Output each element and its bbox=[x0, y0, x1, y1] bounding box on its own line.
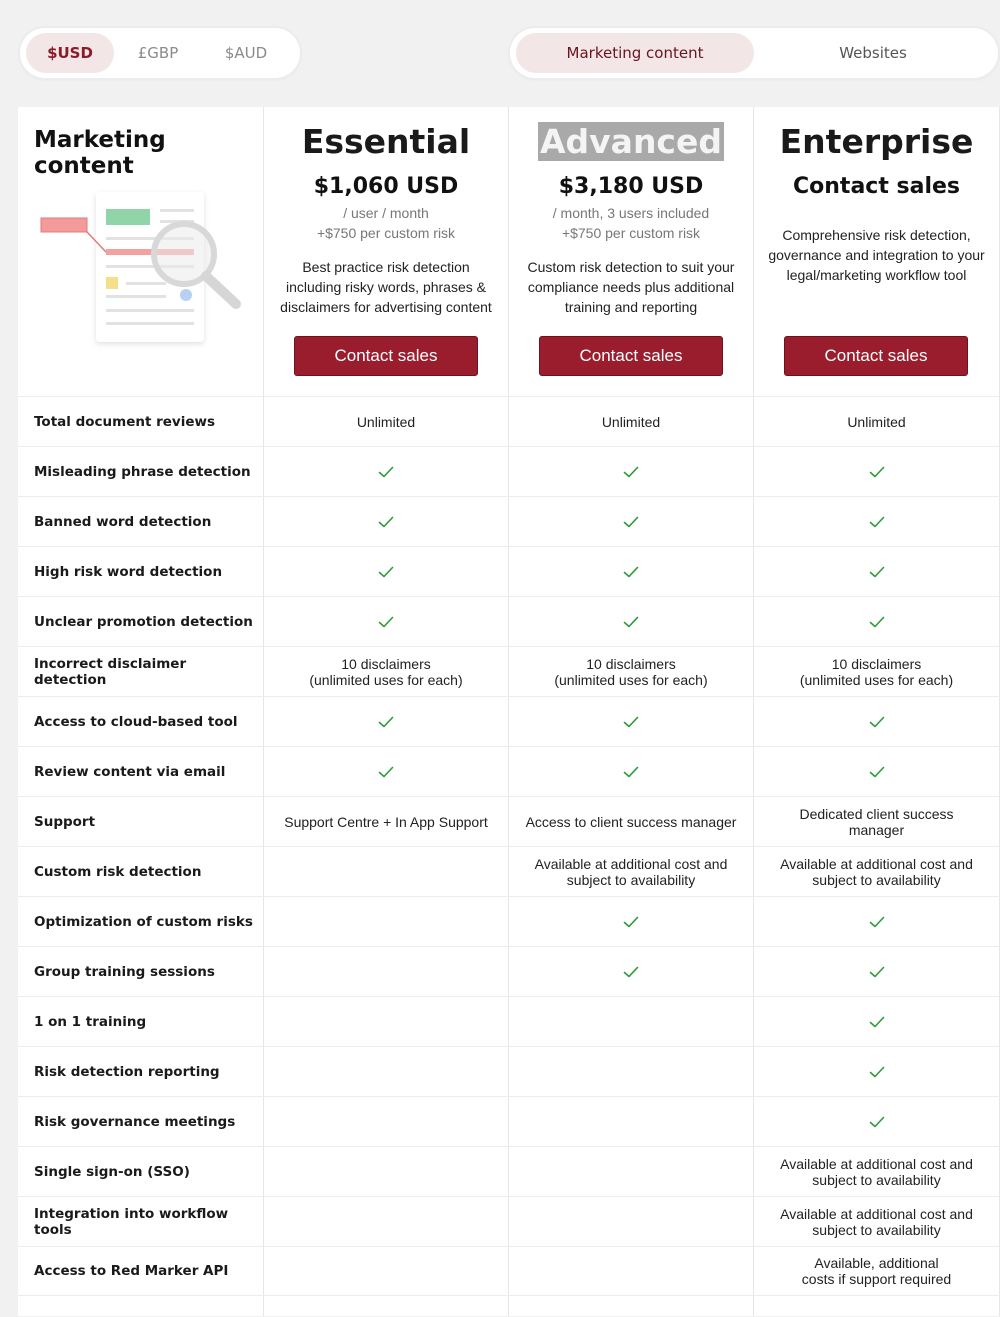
feature-cell bbox=[508, 997, 753, 1046]
feature-cell bbox=[263, 1097, 508, 1146]
check-icon bbox=[378, 516, 394, 528]
feature-label: Custom risk detection bbox=[34, 863, 202, 880]
feature-cell bbox=[263, 897, 508, 946]
plan-name: Enterprise bbox=[779, 122, 974, 161]
feature-cell: Unlimited bbox=[263, 397, 508, 446]
feature-label: 1 on 1 training bbox=[34, 1013, 147, 1030]
feature-label: Single sign-on (SSO) bbox=[34, 1163, 190, 1180]
feature-label: Integration into workflow tools bbox=[34, 1205, 229, 1238]
plan-name bbox=[509, 123, 753, 161]
document-magnifier-icon bbox=[38, 182, 248, 352]
feature-cell bbox=[263, 497, 508, 546]
table-row bbox=[18, 1146, 1000, 1196]
feature-cell bbox=[263, 597, 508, 646]
feature-cell bbox=[508, 897, 753, 946]
plan-essential bbox=[263, 107, 508, 396]
footer-cell bbox=[753, 1296, 1000, 1316]
check-icon bbox=[623, 966, 639, 978]
feature-cell bbox=[263, 1247, 508, 1295]
feature-cell bbox=[263, 947, 508, 996]
feature-cell bbox=[753, 497, 1000, 546]
feature-cell: 10 disclaimers (unlimited uses for each) bbox=[263, 647, 508, 696]
feature-cell bbox=[508, 1097, 753, 1146]
plan-description: Best practice risk detection including risky words, phrases & disclaimers for advertising content bbox=[280, 259, 492, 315]
feature-label: Access to Red Marker API bbox=[34, 1263, 229, 1279]
check-icon bbox=[378, 766, 394, 778]
feature-cell: Unlimited bbox=[508, 397, 753, 446]
table-row bbox=[18, 896, 1000, 946]
feature-cell bbox=[263, 1197, 508, 1246]
page-title: Marketing content bbox=[34, 127, 166, 179]
feature-cell bbox=[263, 447, 508, 496]
check-icon bbox=[869, 516, 885, 528]
feature-cell bbox=[753, 597, 1000, 646]
table-row bbox=[18, 746, 1000, 796]
feature-cell bbox=[508, 447, 753, 496]
product-option-websites[interactable]: Websites bbox=[839, 44, 907, 62]
plan-name: Essential bbox=[301, 122, 471, 161]
currency-toggle bbox=[20, 28, 300, 78]
feature-cell: 10 disclaimers (unlimited uses for each) bbox=[753, 647, 1000, 696]
feature-cell: Available at additional cost and subject to availability bbox=[508, 847, 753, 896]
plan-custom-risk-price: +$750 per custom risk bbox=[561, 225, 701, 241]
table-row bbox=[18, 1096, 1000, 1146]
plan-name-text: Advanced bbox=[540, 122, 722, 161]
table-row bbox=[18, 596, 1000, 646]
plan-billing-unit: / month, 3 users included bbox=[552, 205, 710, 221]
check-icon bbox=[869, 616, 885, 628]
feature-label: Unclear promotion detection bbox=[34, 613, 253, 630]
feature-label: Total document reviews bbox=[34, 413, 216, 430]
feature-cell: Access to client success manager bbox=[508, 797, 753, 846]
feature-cell bbox=[753, 747, 1000, 796]
check-icon bbox=[623, 516, 639, 528]
feature-cell bbox=[263, 547, 508, 596]
feature-label: High risk word detection bbox=[34, 563, 223, 580]
feature-label: Banned word detection bbox=[34, 513, 212, 530]
feature-cell bbox=[508, 497, 753, 546]
check-icon bbox=[869, 566, 885, 578]
plan-custom-risk-price: +$750 per custom risk bbox=[316, 225, 456, 241]
currency-option-aud[interactable]: $AUD bbox=[224, 44, 268, 62]
contact-sales-button-essential[interactable]: Contact sales bbox=[294, 336, 478, 376]
footer-label-cell bbox=[18, 1296, 263, 1316]
feature-cell: Available at additional cost and subject to availability bbox=[753, 847, 1000, 896]
check-icon bbox=[378, 716, 394, 728]
currency-option-gbp[interactable]: £GBP bbox=[137, 44, 179, 62]
table-row bbox=[18, 996, 1000, 1046]
product-option-marketing-content[interactable]: Marketing content bbox=[516, 33, 754, 73]
feature-cell bbox=[753, 547, 1000, 596]
table-row bbox=[18, 396, 1000, 446]
check-icon bbox=[378, 616, 394, 628]
feature-cell bbox=[263, 1147, 508, 1196]
table-row bbox=[18, 846, 1000, 896]
plan-billing-unit: / user / month bbox=[343, 205, 429, 221]
feature-cell bbox=[263, 997, 508, 1046]
check-icon bbox=[869, 1116, 885, 1128]
check-icon bbox=[623, 616, 639, 628]
check-icon bbox=[378, 566, 394, 578]
plan-enterprise bbox=[753, 107, 1000, 396]
check-icon bbox=[869, 1016, 885, 1028]
feature-cell bbox=[753, 697, 1000, 746]
check-icon bbox=[869, 466, 885, 478]
feature-cell bbox=[508, 1197, 753, 1246]
footer-cell bbox=[508, 1296, 753, 1316]
feature-cell bbox=[508, 697, 753, 746]
check-icon bbox=[869, 916, 885, 928]
check-icon bbox=[623, 716, 639, 728]
feature-cell: Dedicated client success manager bbox=[753, 797, 1000, 846]
pricing-table bbox=[18, 107, 1000, 1316]
feature-rows bbox=[18, 396, 1000, 1296]
feature-label: Risk detection reporting bbox=[34, 1063, 220, 1080]
feature-cell: Unlimited bbox=[753, 397, 1000, 446]
table-row bbox=[18, 446, 1000, 496]
plan-price: $1,060 USD bbox=[313, 174, 459, 199]
plan-price: $3,180 USD bbox=[558, 174, 704, 199]
feature-cell bbox=[753, 947, 1000, 996]
feature-cell bbox=[508, 947, 753, 996]
plan-advanced bbox=[508, 107, 753, 396]
feature-cell bbox=[263, 747, 508, 796]
feature-cell bbox=[508, 597, 753, 646]
feature-cell: Available at additional cost and subject to availability bbox=[753, 1197, 1000, 1246]
check-icon bbox=[869, 966, 885, 978]
feature-label: Access to cloud-based tool bbox=[34, 713, 238, 730]
feature-cell bbox=[508, 1247, 753, 1295]
pricing-header-row bbox=[18, 107, 1000, 396]
feature-label: Misleading phrase detection bbox=[34, 463, 251, 480]
table-footer-spacer bbox=[18, 1296, 1000, 1316]
feature-cell bbox=[263, 697, 508, 746]
check-icon bbox=[623, 566, 639, 578]
feature-label: Optimization of custom risks bbox=[34, 913, 253, 930]
feature-cell bbox=[263, 1047, 508, 1096]
check-icon bbox=[623, 466, 639, 478]
plan-description: Custom risk detection to suit your compliance needs plus additional training and reporting bbox=[527, 259, 735, 315]
check-icon bbox=[378, 466, 394, 478]
feature-label: Incorrect disclaimer detection bbox=[34, 655, 187, 688]
feature-cell bbox=[753, 1097, 1000, 1146]
feature-cell: 10 disclaimers (unlimited uses for each) bbox=[508, 647, 753, 696]
table-row bbox=[18, 546, 1000, 596]
check-icon bbox=[623, 766, 639, 778]
table-row bbox=[18, 946, 1000, 996]
currency-option-usd[interactable]: $USD bbox=[26, 33, 114, 73]
table-row bbox=[18, 1196, 1000, 1246]
contact-sales-button-enterprise[interactable]: Contact sales bbox=[784, 336, 968, 376]
feature-cell bbox=[508, 1047, 753, 1096]
header-label-cell bbox=[18, 107, 263, 396]
plan-description: Comprehensive risk detection, governance and integration to your legal/marketing workflow tool bbox=[768, 227, 985, 283]
table-row bbox=[18, 1046, 1000, 1096]
feature-cell bbox=[753, 897, 1000, 946]
check-icon bbox=[869, 1066, 885, 1078]
table-row bbox=[18, 1246, 1000, 1296]
feature-cell bbox=[263, 847, 508, 896]
footer-cell bbox=[263, 1296, 508, 1316]
feature-cell bbox=[508, 747, 753, 796]
table-row bbox=[18, 796, 1000, 846]
plan-price: Contact sales bbox=[793, 174, 960, 199]
table-row bbox=[18, 646, 1000, 696]
feature-label: Group training sessions bbox=[34, 963, 215, 980]
feature-cell bbox=[508, 547, 753, 596]
check-icon bbox=[869, 766, 885, 778]
feature-cell: Support Centre + In App Support bbox=[263, 797, 508, 846]
feature-label: Review content via email bbox=[34, 763, 226, 780]
product-toggle bbox=[510, 28, 998, 78]
feature-cell: Available, additional costs if support required bbox=[753, 1247, 1000, 1295]
table-row bbox=[18, 696, 1000, 746]
contact-sales-button-advanced[interactable]: Contact sales bbox=[539, 336, 723, 376]
check-icon bbox=[623, 916, 639, 928]
feature-cell bbox=[753, 447, 1000, 496]
feature-cell bbox=[753, 997, 1000, 1046]
feature-cell bbox=[508, 1147, 753, 1196]
feature-label: Risk governance meetings bbox=[34, 1113, 236, 1130]
check-icon bbox=[869, 716, 885, 728]
feature-cell bbox=[753, 1047, 1000, 1096]
table-row bbox=[18, 496, 1000, 546]
feature-label: Support bbox=[34, 813, 96, 830]
feature-cell: Available at additional cost and subject to availability bbox=[753, 1147, 1000, 1196]
